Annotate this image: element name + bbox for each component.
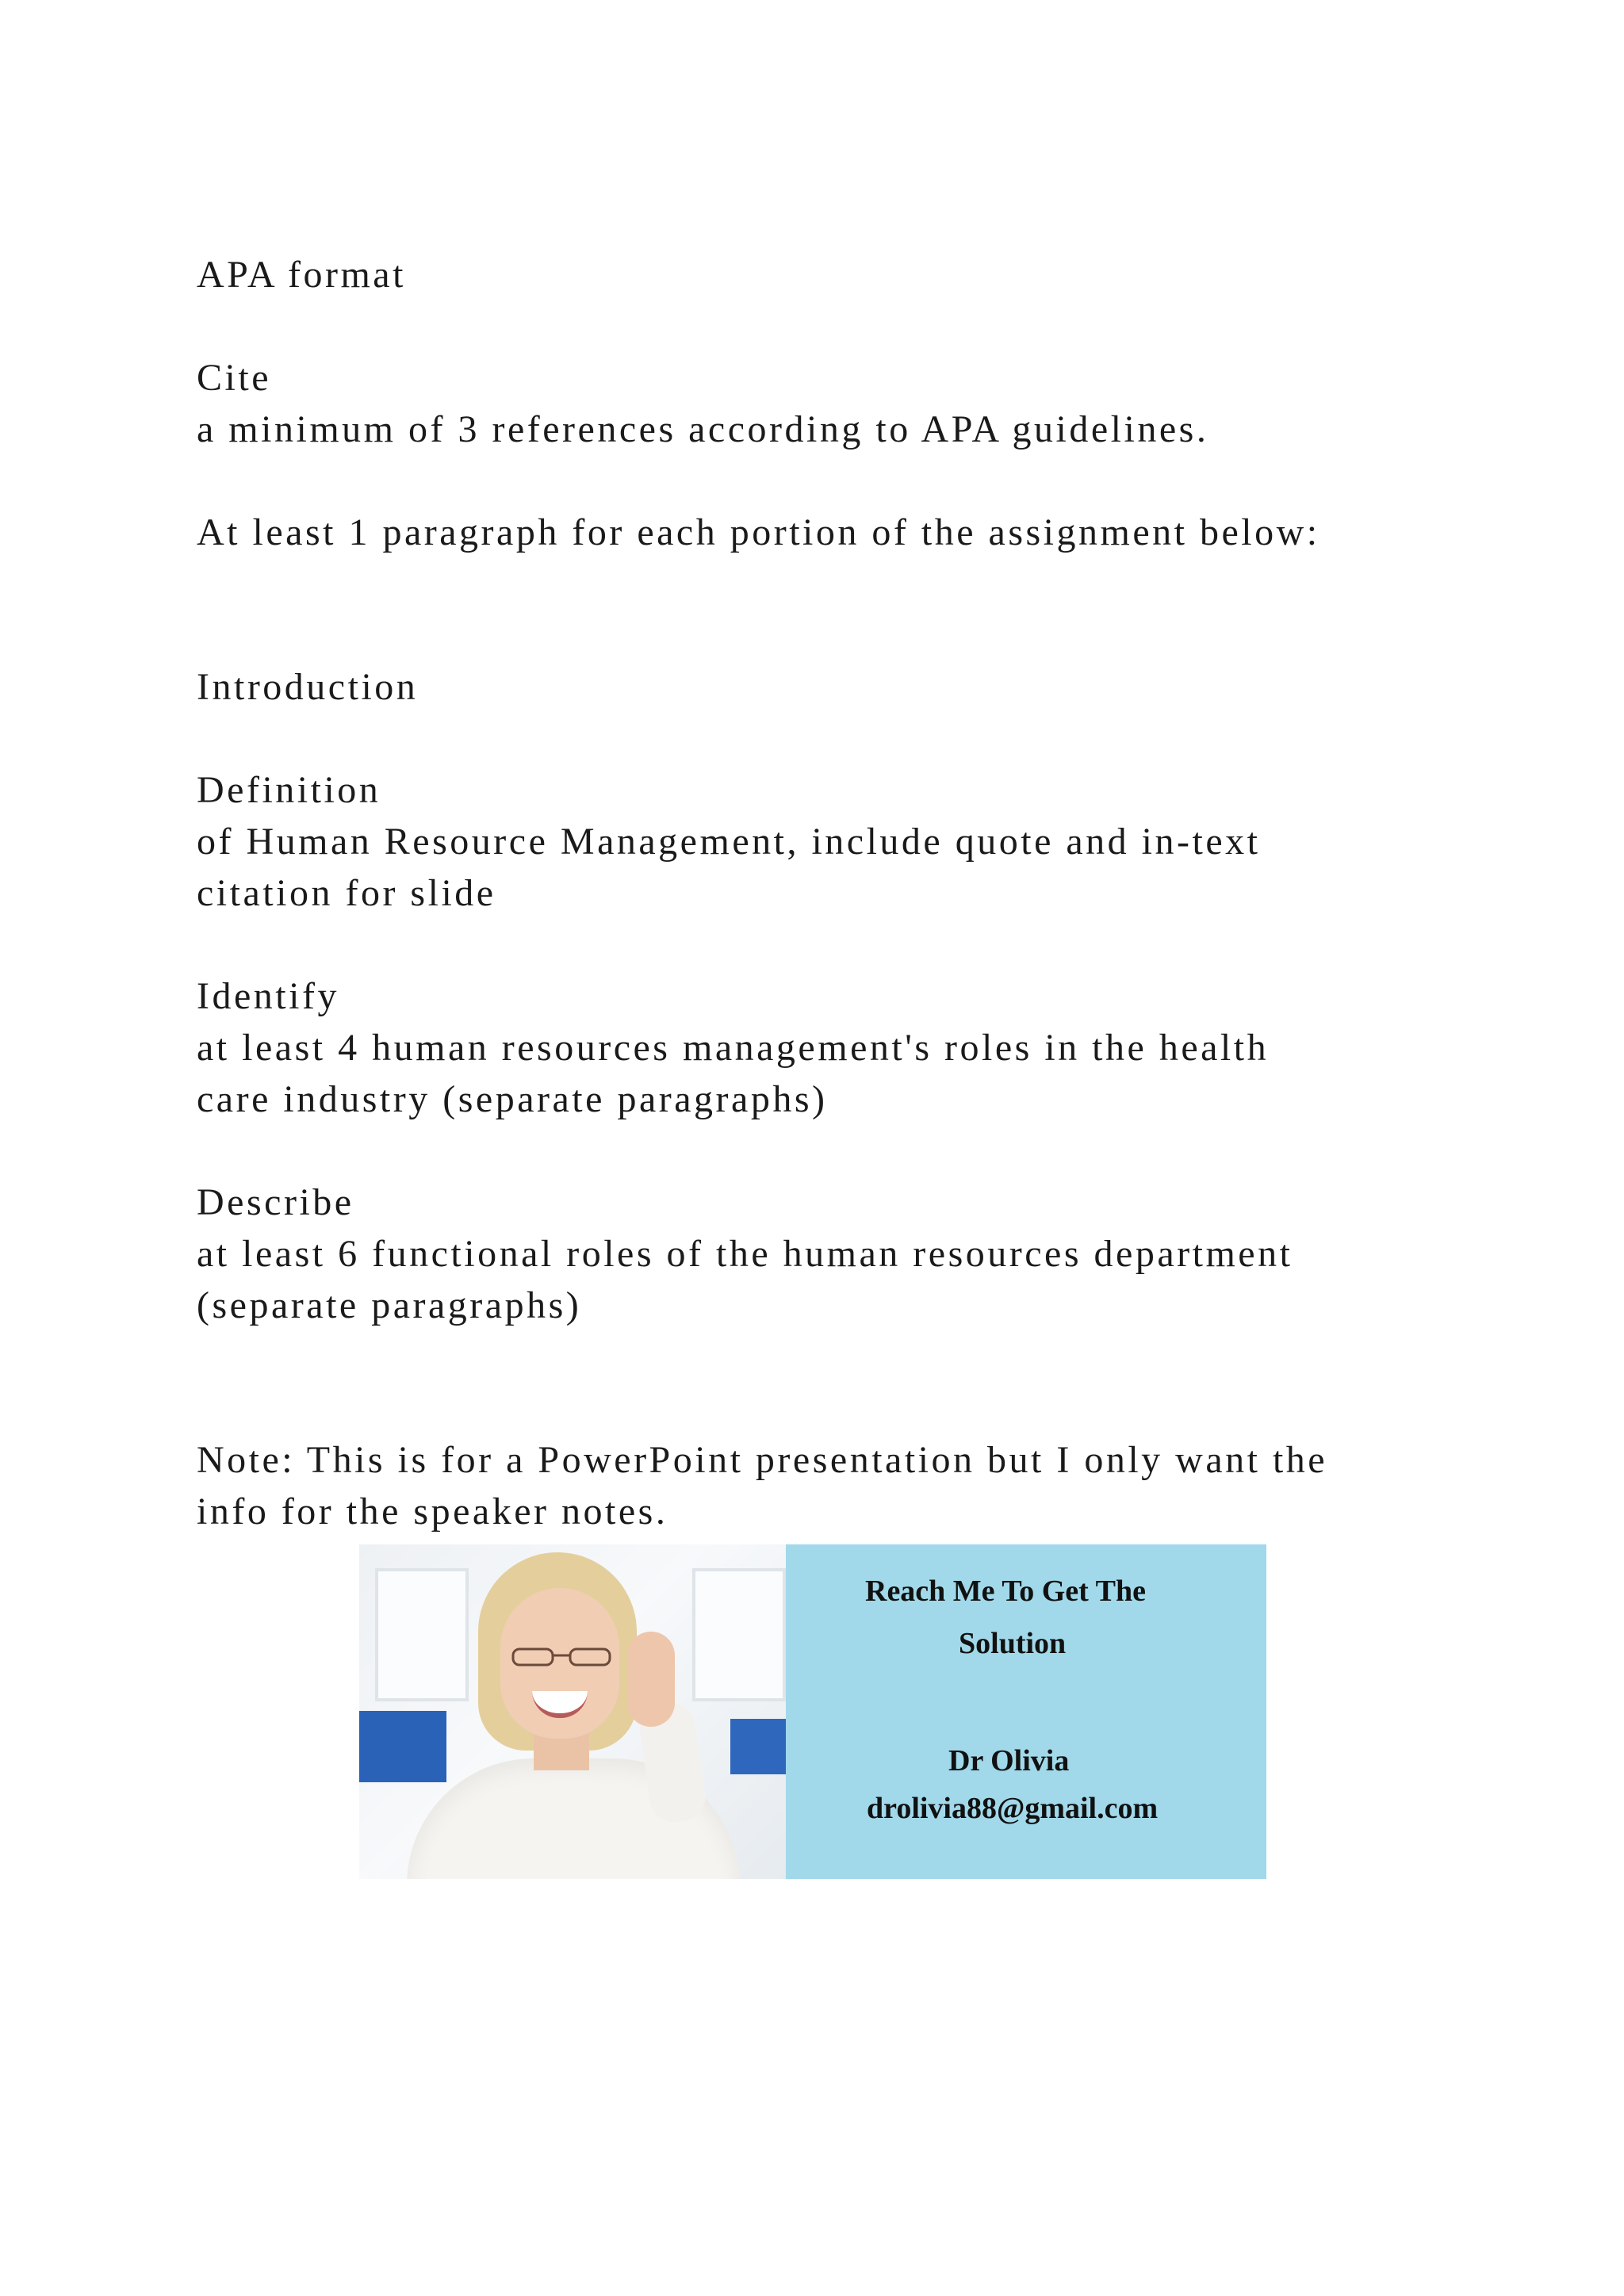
banner-email: drolivia88@gmail.com bbox=[867, 1792, 1159, 1825]
doc-line-apa-format: APA format bbox=[197, 254, 406, 296]
doc-line-note-2: info for the speaker notes. bbox=[197, 1490, 668, 1533]
doc-line-definition-detail-2: citation for slide bbox=[197, 872, 496, 914]
glasses-icon bbox=[510, 1646, 613, 1668]
doc-line-describe-detail-2: (separate paragraphs) bbox=[197, 1284, 582, 1326]
doc-line-note: Note: This is for a PowerPoint presentation but I only want the bbox=[197, 1439, 1328, 1481]
doc-line-identify: Identify bbox=[197, 975, 339, 1017]
doc-line-cite: Cite bbox=[197, 357, 271, 399]
doc-line-introduction: Introduction bbox=[197, 666, 419, 708]
doc-line-references: a minimum of 3 references according to APA guidelines. bbox=[197, 408, 1209, 450]
doc-line-identify-detail: at least 4 human resources management's roles in the health bbox=[197, 1027, 1270, 1069]
contact-panel bbox=[786, 1544, 1266, 1879]
doc-line-describe-detail: at least 6 functional roles of the human resources department bbox=[197, 1233, 1293, 1275]
contact-banner bbox=[359, 1544, 1266, 1879]
doc-line-definition-detail: of Human Resource Management, include quote and in-text bbox=[197, 821, 1261, 863]
woman-photo bbox=[359, 1544, 786, 1879]
doc-line-paragraph-instruction: At least 1 paragraph for each portion of the assignment below: bbox=[197, 511, 1320, 553]
banner-name: Dr Olivia bbox=[948, 1744, 1070, 1777]
doc-line-describe: Describe bbox=[197, 1181, 354, 1223]
doc-line-definition: Definition bbox=[197, 769, 381, 811]
banner-heading-line1: Reach Me To Get The bbox=[865, 1575, 1146, 1608]
doc-line-identify-detail-2: care industry (separate paragraphs) bbox=[197, 1078, 828, 1120]
banner-heading-line2: Solution bbox=[959, 1627, 1067, 1660]
